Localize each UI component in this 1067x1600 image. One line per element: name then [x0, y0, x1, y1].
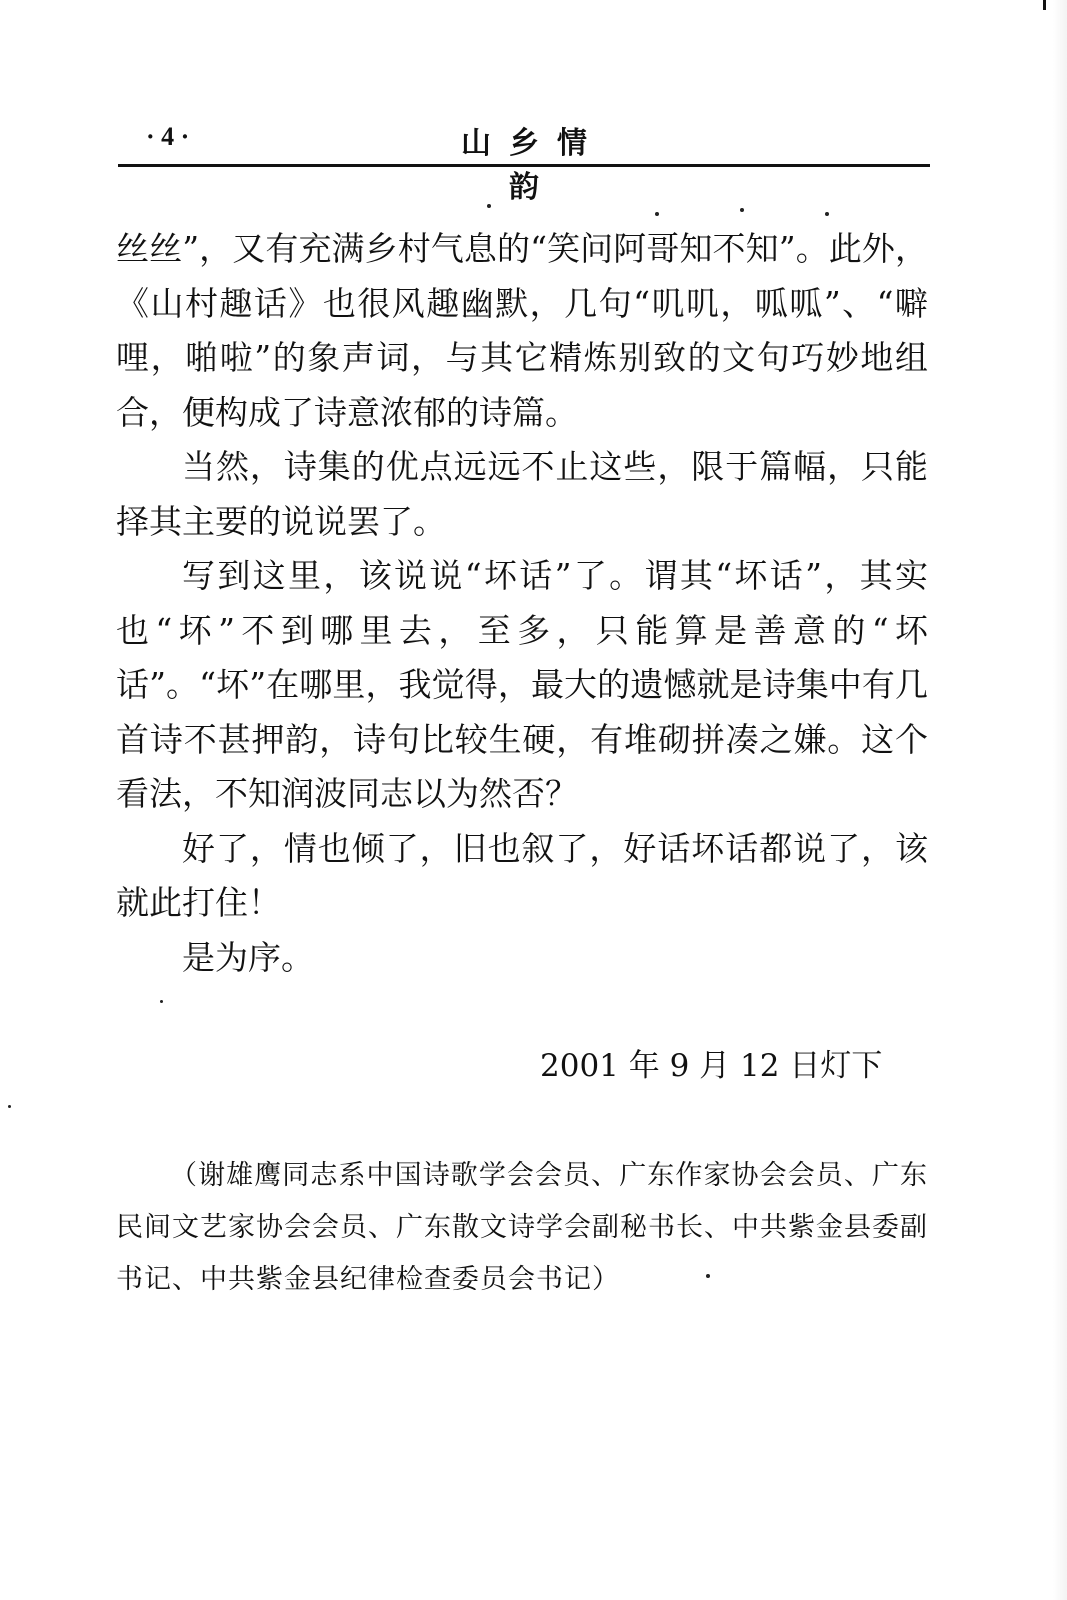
scan-speck	[487, 204, 491, 208]
paragraph: 写到这里，该说说“坏话”了。谓其“坏话”，其实也“坏”不到哪里去，至多，只能算是善意的“坏话”。“坏”在哪里，我觉得，最大的遗憾就是诗集中有几首诗不甚押韵，诗句比较生硬，有堆砌拼凑之嫌。这个看法，不知润波同志以为然否？	[116, 556, 928, 813]
binding-edge	[1053, 0, 1067, 1600]
author-note	[116, 1150, 928, 1306]
scan-speck	[740, 208, 744, 212]
scan-speck	[825, 212, 829, 216]
running-header	[118, 118, 930, 205]
date-signature: 2001 年 9 月 12 日灯下	[540, 1048, 883, 1084]
paragraph-continued: 丝丝”，又有充满乡村气息的“笑问阿哥知不知”。此外，《山村趣话》也很风趣幽默，几句“叽叽，呱呱”、“噼哩，啪啦”的象声词，与其它精炼别致的文句巧妙地组合，便构成了诗意浓郁的诗篇。	[116, 229, 928, 432]
book-title: 山乡情韵	[461, 126, 605, 205]
paragraph-closing: 是为序。	[182, 937, 314, 977]
scan-speck	[655, 212, 659, 216]
corner-mark	[1043, 0, 1046, 10]
author-note-text: （谢雄鹰同志系中国诗歌学会会员、广东作家协会会员、广东民间文艺家协会会员、广东散文诗学会副秘书长、中共紫金县委副书记、中共紫金县纪律检查委员会书记）	[116, 1160, 928, 1295]
body-text	[116, 222, 928, 985]
scan-speck	[706, 1274, 710, 1278]
scan-speck	[160, 1000, 163, 1003]
header-rule	[118, 164, 930, 167]
scan-speck	[8, 1105, 11, 1108]
paragraph: 当然，诗集的优点远远不止这些，限于篇幅，只能择其主要的说说罢了。	[116, 447, 928, 541]
page-number: · 4 ·	[146, 122, 190, 151]
paragraph: 好了，情也倾了，旧也叙了，好话坏话都说了，该就此打住！	[116, 828, 928, 922]
